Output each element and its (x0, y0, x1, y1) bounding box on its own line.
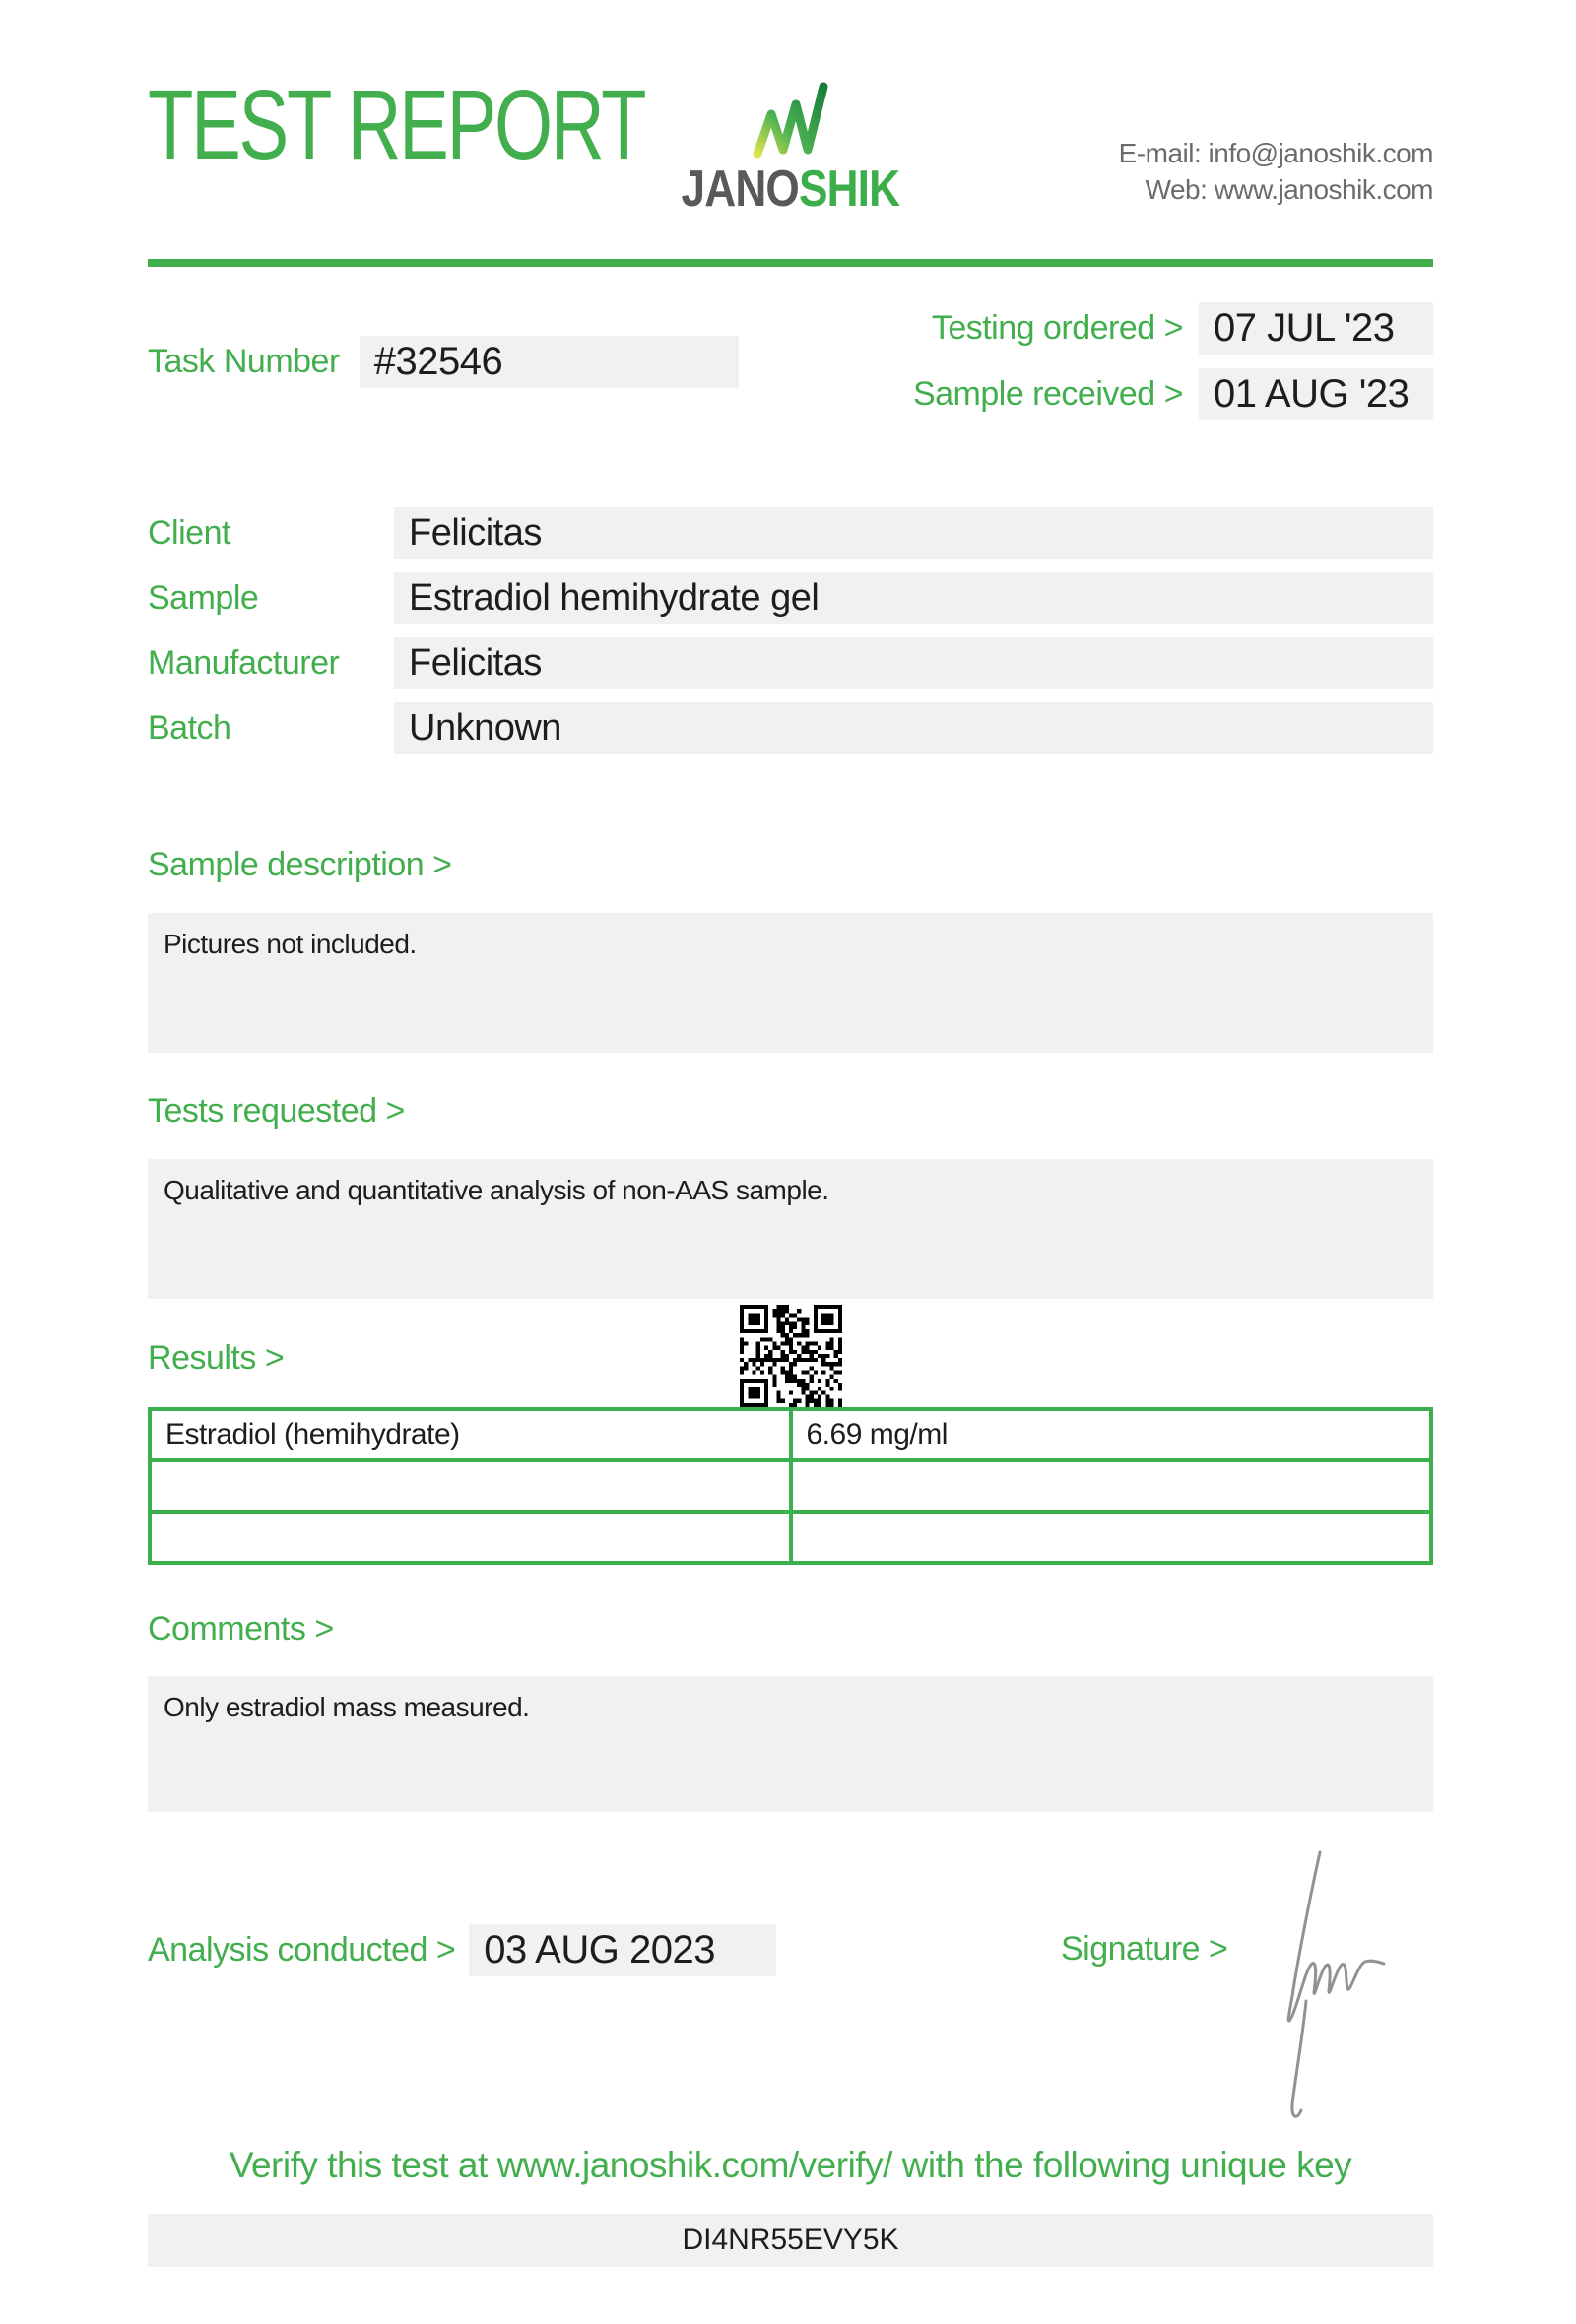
task-number-field (148, 302, 739, 420)
tests-requested-section (148, 1091, 1433, 1299)
results-section (148, 1299, 1433, 1565)
result-cell (791, 1460, 1432, 1512)
brand-wordmark (681, 161, 900, 218)
analyte-cell (150, 1460, 791, 1512)
unique-key-value: DI4NR55EVY5K (682, 2223, 899, 2256)
batch-value: Unknown (394, 702, 1433, 754)
manufacturer-label: Manufacturer (148, 644, 340, 681)
result-cell: 6.69 mg/ml (791, 1409, 1432, 1460)
sample-received-value: 01 AUG '23 (1199, 368, 1433, 420)
results-heading: Results > (148, 1338, 285, 1377)
sample-info-grid (148, 507, 1433, 754)
client-label: Client (148, 514, 230, 551)
unique-key-box (148, 2214, 1433, 2267)
qr-code (740, 1305, 842, 1407)
verify-instruction: Verify this test at www.janoshik.com/verify/ with the following unique key (229, 2145, 1352, 2186)
comments-text: Only estradiol mass measured. (148, 1676, 1433, 1812)
client-row (148, 507, 1433, 559)
task-number-label: Task Number (148, 342, 340, 380)
sample-description-text: Pictures not included. (148, 913, 1433, 1053)
comments-section (148, 1609, 1433, 1813)
results-header (148, 1299, 1433, 1407)
header-divider (148, 259, 1433, 267)
comments-heading: Comments > (148, 1609, 334, 1647)
testing-ordered-value: 07 JUL '23 (1199, 302, 1433, 355)
sample-received-row (913, 368, 1433, 420)
contact-web: Web: www.janoshik.com (1145, 173, 1433, 205)
table-row (150, 1409, 1431, 1460)
analyte-cell: Estradiol (hemihydrate) (150, 1409, 791, 1460)
signoff-row (148, 1922, 1433, 1977)
batch-label: Batch (148, 709, 231, 746)
analysis-date-value: 03 AUG 2023 (469, 1924, 776, 1976)
sample-value: Estradiol hemihydrate gel (394, 572, 1433, 624)
batch-row (148, 702, 1433, 754)
chart-trend-icon (751, 81, 831, 160)
report-header (148, 0, 1433, 222)
task-number-value: #32546 (360, 336, 739, 388)
contact-email: E-mail: info@janoshik.com (1118, 138, 1433, 168)
sample-label: Sample (148, 579, 259, 616)
page-title: TEST REPORT (148, 70, 645, 180)
results-table (148, 1407, 1433, 1565)
table-row (150, 1460, 1431, 1512)
tests-requested-text: Qualitative and quantitative analysis of non-AAS sample. (148, 1159, 1433, 1299)
signature-label: Signature > (1061, 1930, 1228, 1969)
manufacturer-value: Felicitas (394, 637, 1433, 689)
manufacturer-row (148, 637, 1433, 689)
sample-row (148, 572, 1433, 624)
client-value: Felicitas (394, 507, 1433, 559)
sample-received-label: Sample received > (912, 375, 1183, 413)
result-cell (791, 1512, 1432, 1563)
task-dates-row (148, 302, 1433, 420)
tests-requested-heading: Tests requested > (148, 1091, 405, 1130)
brand-shik: SHIK (799, 161, 900, 218)
testing-ordered-row (913, 302, 1433, 355)
contact-info (1119, 136, 1433, 209)
table-row (150, 1512, 1431, 1563)
brand-jano: JANO (681, 161, 800, 218)
testing-ordered-label: Testing ordered > (931, 309, 1183, 347)
dates-block (913, 302, 1433, 420)
sample-description-heading: Sample description > (148, 846, 452, 883)
analysis-conducted-label: Analysis conducted > (148, 1930, 456, 1969)
analyte-cell (150, 1512, 791, 1563)
sample-description-section (148, 845, 1433, 1053)
signature-image (1279, 1848, 1407, 2124)
